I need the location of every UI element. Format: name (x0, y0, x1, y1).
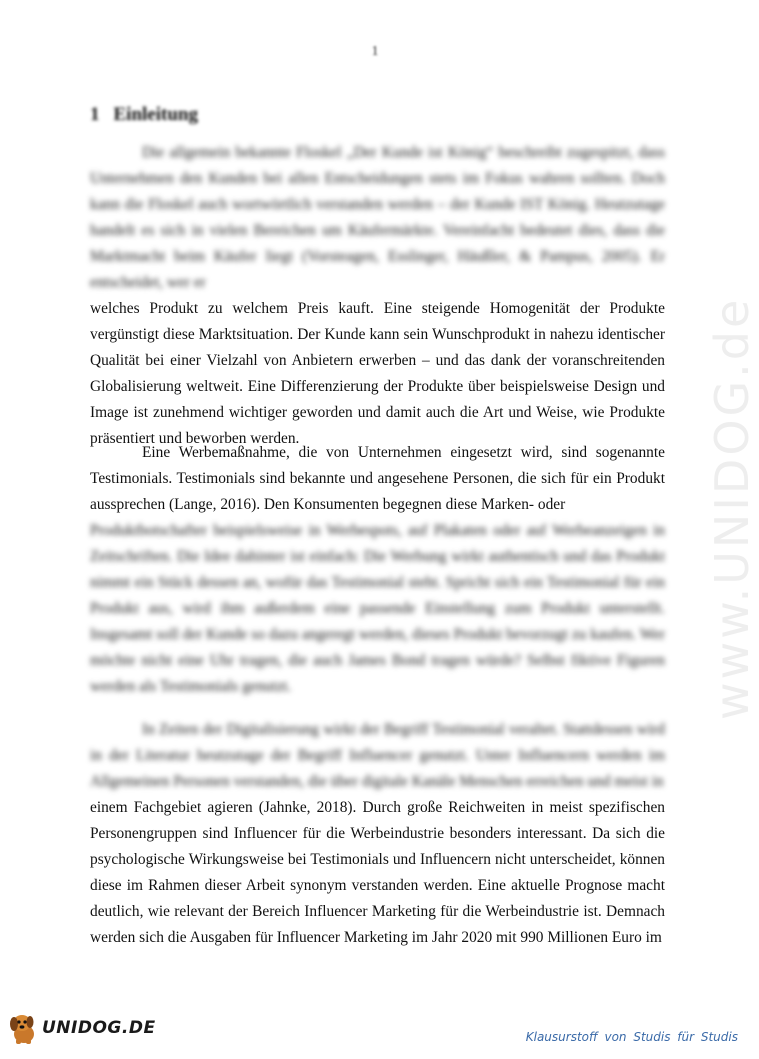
footer-tagline: Klausurstoff von Studis für Studis (525, 1030, 738, 1044)
section-heading (90, 104, 198, 126)
watermark: www.UNIDOG.de (705, 296, 759, 720)
paragraph-2-visible-text: Eine Werbemaßnahme, die von Unternehmen eingesetzt wird, sind sogenannte Testimonials. Testimonials sind bekannte und angesehene Personen, die sich für ein Produkt aussprechen (Lange, 2016). Den Konsumenten begegnen diese Marken- oder (90, 444, 665, 513)
paragraph-1-blurred-text: Die allgemein bekannte Floskel „Der Kunde ist König“ beschreibt zugespitzt, dass Unternehmen den Kunden bei allen Entscheidungen stets im Fokus wahren sollten. Doch kann die Floskel auch wortwörtlich verstanden werden – der Kunde IST König. Heutzutage handelt es sich in vielen Bereichen um Käufermärkte. Vereinfacht bedeutet dies, dass die Marktmacht beim Käufer liegt (Vorsteagen, Esslinger, Häußler, & Pampus, 2005). Er entscheidet, wer er (90, 144, 665, 291)
paragraph-2 (90, 440, 665, 700)
paragraph-1-visible-text: welches Produkt zu welchem Preis kauft. Eine steigende Homogenität der Produkte vergünstigt diese Marktsituation. Der Kunde kann sein Wunschprodukt in nahezu identischer Qualität bei einer Vielzahl von Anbietern erwerben – und das dank der voranschreitenden Globalisierung weltweit. Eine Differenzierung der Produkte über beispielsweise Design und Image ist zunehmend wichtiger geworden und damit auch die Art und Weise, wie Produkte präsentiert und beworben werden. (90, 300, 665, 447)
unidog-logo (6, 1010, 156, 1046)
paragraph-3 (90, 717, 665, 951)
paragraph-3-visible-text: einem Fachgebiet agieren (Jahnke, 2018). Durch große Reichweiten in meist spezifischen Personengruppen sind Influencer für die Werbeindustrie besonders interessant. Da sich die psychologische Wirkungsweise bei Testimonials und Influencern nicht unterscheidet, können diese im Rahmen dieser Arbeit synonym verstanden werden. Eine aktuelle Prognose macht deutlich, wie relevant der Bereich Influencer Marketing für die Werbeindustrie ist. Demnach werden sich die Ausgaben für Influencer Marketing im Jahr 2020 mit 990 Millionen Euro im (90, 799, 665, 946)
logo-text: UNIDOG.DE (42, 1018, 156, 1038)
paragraph-2-blurred-text: Produktbotschafter beispielsweise in Werbespots, auf Plakaten oder auf Werbeanzeigen in Zeitschriften. Die Idee dahinter ist einfach: Die Werbung wirkt authentisch und das Produkt nimmt ein Stück dessen an, wofür das Testimonial steht. Spricht sich ein Testimonial für ein Produkt aus, wird ihm außerdem eine passende Einstellung zum Produkt unterstellt. Insgesamt soll der Kunde so dazu angeregt werden, dieses Produkt bevorzugt zu kaufen. Wer möchte nicht eine Uhr tragen, die auch James Bond tragen würde? Selbst fiktive Figuren werden als Testimonials genutzt. (90, 522, 665, 695)
section-number: 1 (90, 104, 100, 125)
page-number: 1 (371, 44, 379, 59)
dog-icon (6, 1010, 40, 1046)
paragraph-3-blurred-text: In Zeiten der Digitalisierung wirkt der Begriff Testimonial veraltet. Stattdessen wird in der Literatur heutzutage der Begriff Influencer genutzt. Unter Influencern werden im Allgemeinen Personen verstanden, die über digitale Kanäle Menschen erreichen und meist in (90, 721, 665, 790)
section-title: Einleitung (113, 104, 198, 125)
paragraph-1 (90, 140, 665, 452)
